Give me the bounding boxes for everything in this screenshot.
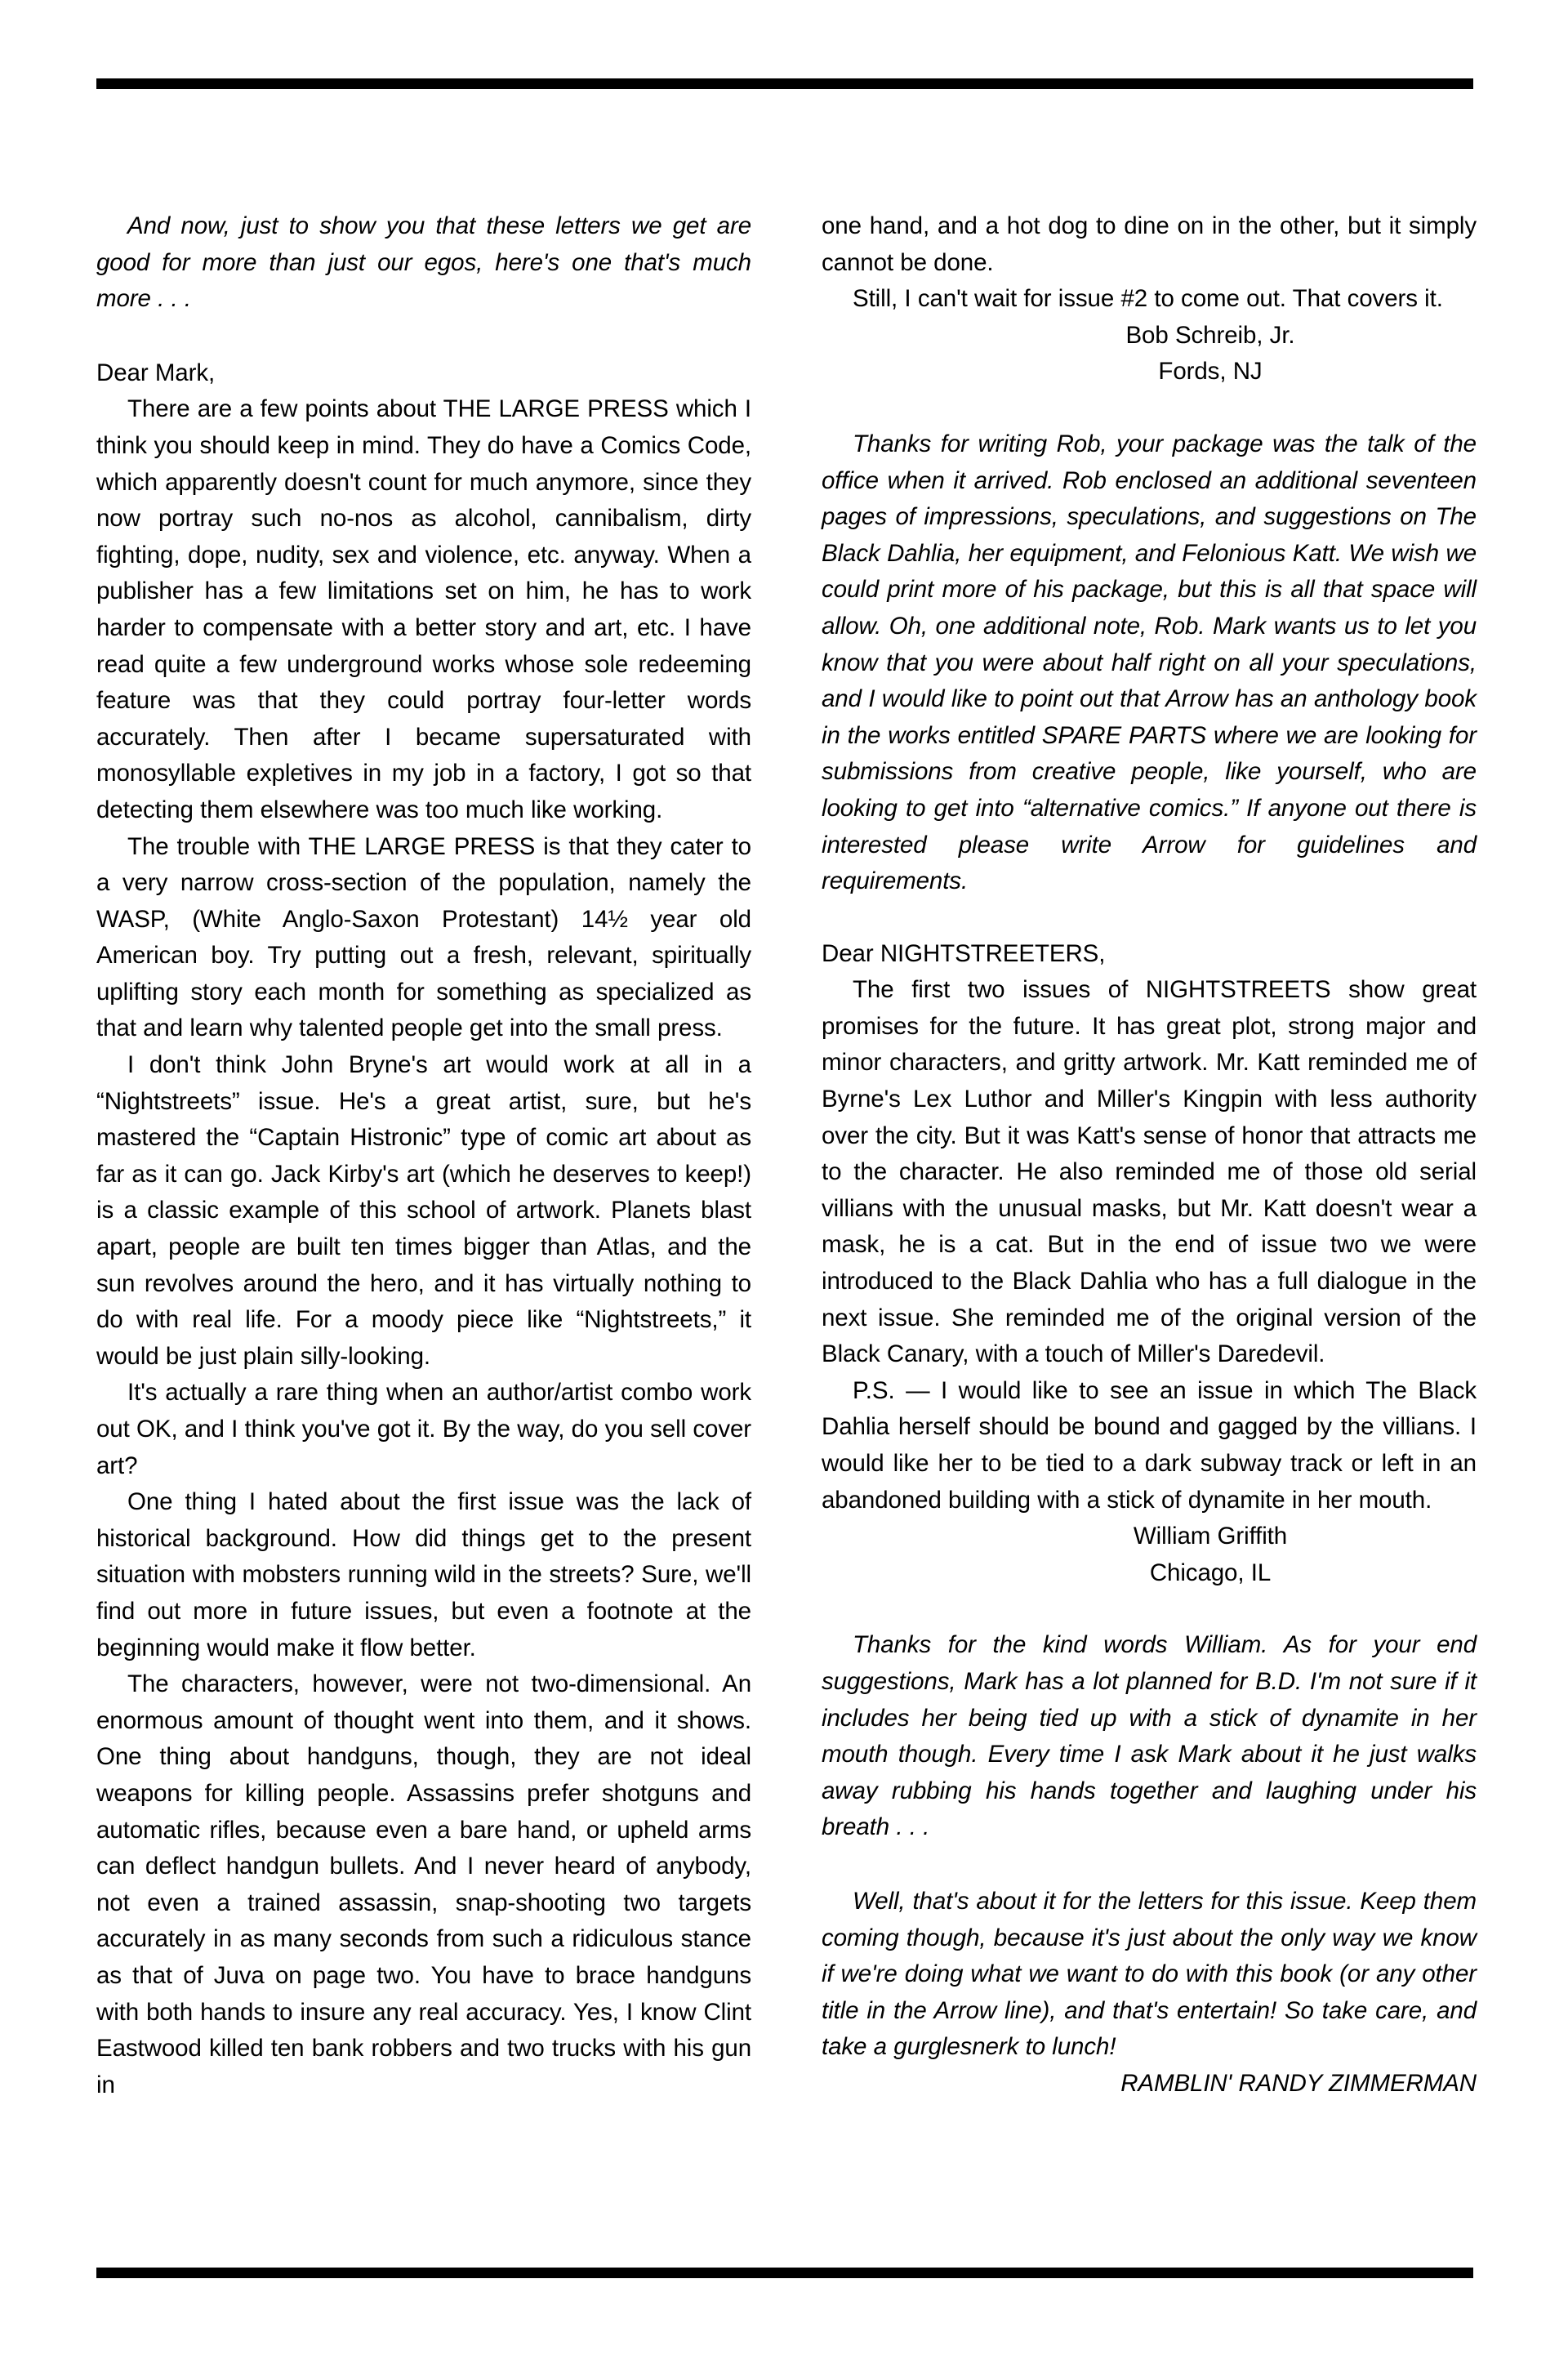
- editor-signoff: Well, that's about it for the letters for this issue. Keep them coming though, because it's just about the only way we know if we're doing what we want to do with this book (or any other title in the Arrow line), and that's entertain! So take care, and take a gurglesnerk to lunch!: [822, 1887, 1477, 2061]
- letter-paragraph: The first two issues of NIGHTSTREETS show great promises for the future. It has great plot, strong major and minor characters, and gritty artwork. Mr. Katt reminded me of Byrne's Lex Luthor and Miller's Kingpin with less authority over the city. But it was Katt's sense of honor that attracts me to the character. He also reminded me of those old serial villians with the unusual masks, but Mr. Katt doesn't wear a mask, he is a cat. But in the end of issue two we were introduced to the Black Dahlia who has a full dialogue in the next issue. She reminded me of the original version of the Black Canary, with a touch of Miller's Daredevil.: [822, 976, 1477, 1368]
- letter-postscript: P.S. — I would like to see an issue in which The Black Dahlia herself should be bound and gagged by the villians. I would like her to be tied to a dark subway track or left in an abandoned building with a stick of dynamite in her mouth.: [822, 1376, 1477, 1514]
- letter-salutation-nightstreeters: Dear NIGHTSTREETERS,: [822, 939, 1106, 967]
- intro-italic-note: And now, just to show you that these letters we get are good for more than just our egos, here's one that's much more . . .: [96, 212, 751, 313]
- editor-signature-name: RAMBLIN' RANDY ZIMMERMAN: [1120, 2069, 1477, 2097]
- letter-salutation-mark: Dear Mark,: [96, 359, 216, 386]
- top-rule: [96, 78, 1473, 89]
- letter-signature-name: William Griffith: [1133, 1523, 1288, 1550]
- letter-paragraph: The trouble with THE LARGE PRESS is that they cater to a very narrow cross-section of the population, namely the WASP, (White Anglo-Saxon Protestant) 14½ year old American boy. Try putting out a fresh, relevant, spiritually uplifting story each month for something as specialized as that and learn why talented people get into the small press.: [96, 832, 751, 1042]
- right-column: [822, 208, 1477, 2103]
- bottom-rule: [96, 2268, 1473, 2278]
- editor-reply: Thanks for writing Rob, your package was the talk of the office when it arrived. Rob enclosed an additional seventeen pages of impressions, speculations, and suggestions on The Black Dahlia, her equipment, and Felonious Katt. We wish we could print more of his package, but this is all that space will allow. Oh, one additional note, Rob. Mark wants us to let you know that you were about half right on all your speculations, and I would like to point out that Arrow has an anthology book in the works entitled SPARE PARTS where we are looking for submissions from creative people, like yourself, who are looking to get into “alternative comics.” If anyone out there is interested please write Arrow for guidelines and requirements.: [822, 430, 1477, 895]
- letter-paragraph-continued: one hand, and a hot dog to dine on in the other, but it simply cannot be done.: [822, 212, 1477, 276]
- letter-signature-name: Bob Schreib, Jr.: [1125, 321, 1295, 349]
- left-column: [96, 208, 751, 2103]
- letter-paragraph: The characters, however, were not two-dimensional. An enormous amount of thought went into them, and it shows. One thing about handguns, though, they are not ideal weapons for killing people. Assassins prefer shotguns and automatic rifles, because even a bare hand, or upheld arms can deflect handgun bullets. And I never heard of anybody, not even a trained assassin, snap-shooting two targets accurately in as many seconds from such a ridiculous stance as that of Juva on page two. You have to brace handguns with both hands to insure any real accuracy. Yes, I know Clint Eastwood killed ten bank robbers and two trucks with his gun in: [96, 1670, 751, 2098]
- letter-paragraph: One thing I hated about the first issue was the lack of historical background. How did things get to the present situation with mobsters running wild in the streets? Sure, we'll find out more in future issues, but even a footnote at the beginning would make it flow better.: [96, 1488, 751, 1661]
- letter-signature-location: Fords, NJ: [1158, 358, 1263, 386]
- letter-paragraph: There are a few points about THE LARGE PRESS which I think you should keep in mind. They do have a Comics Code, which apparently doesn't count for much anymore, since they now portray such no-nos as alcohol, cannibalism, dirty fighting, dope, nudity, sex and violence, etc. anyway. When a publisher has a few limitations set on him, he has to work harder to compensate with a better story and art, etc. I have read quite a few underground works whose sole redeeming feature was that they could portray four-letter words accurately. Then after I became supersaturated with monosyllable expletives in my job in a factory, I got so that detecting them elsewhere was too much like working.: [96, 395, 751, 823]
- editor-reply: Thanks for the kind words William. As for your end suggestions, Mark has a lot planned for B.D. I'm not sure if it includes her being tied up with a stick of dynamite in her mouth though. Every time I ask Mark about it he just walks away rubbing his hands together and laughing under his breath . . .: [822, 1631, 1477, 1841]
- two-column-body: [96, 208, 1477, 2103]
- letter-paragraph-closing: Still, I can't wait for issue #2 to come out. That covers it.: [853, 285, 1443, 313]
- letter-paragraph: I don't think John Bryne's art would work at all in a “Nightstreets” issue. He's a great artist, sure, but he's mastered the “Captain Histronic” type of comic art about as far as it can go. Jack Kirby's art (which he deserves to keep!) is a classic example of this school of artwork. Planets blast apart, people are built ten times bigger than Atlas, and the sun revolves around the hero, and it has virtually nothing to do with real life. For a moody piece like “Nightstreets,” it would be just plain silly-looking.: [96, 1051, 751, 1370]
- letter-signature-location: Chicago, IL: [1149, 1559, 1272, 1586]
- letter-paragraph: It's actually a rare thing when an author/artist combo work out OK, and I think you've got it. By the way, do you sell cover art?: [96, 1379, 751, 1479]
